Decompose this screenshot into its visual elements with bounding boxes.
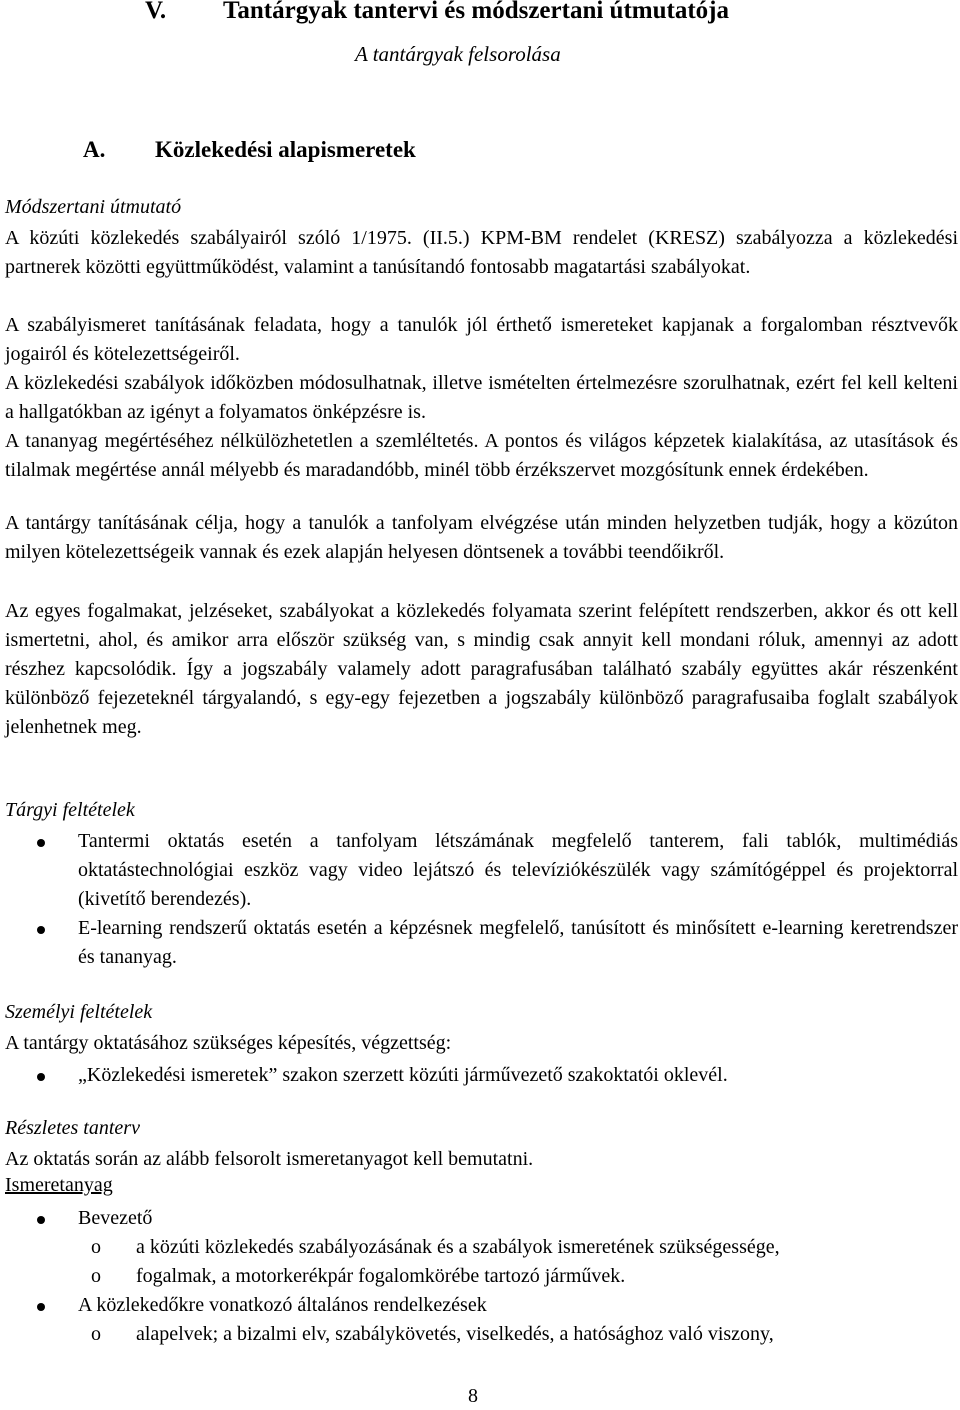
personal-conditions-title: Személyi feltételek	[5, 1001, 153, 1023]
methodology-paragraph-3: A közlekedési szabályok időközben módosulhatnak, illetve ismételten értelmezésre szorulhatnak, ezért fel kell kelteni a hallgatókban az igényt a folyamatos önképzésre is.	[5, 372, 958, 423]
page-number: 8	[468, 1385, 478, 1407]
bullet-icon	[37, 839, 45, 847]
methodology-paragraph-4: A tananyag megértéséhez nélkülözhetetlen a szemléltetés. A pontos és világos képzetek kialakítása, az utasítások és tilalmak megértése annál mélyebb és maradandóbb, minél több érzékszervet mozgósítunk ennek érdekében.	[5, 430, 958, 481]
list-item	[5, 1061, 958, 1090]
list-item-text: Tantermi oktatás esetén a tanfolyam létszámának megfelelő tanterem, fali tablók, multimédiás oktatástechnológiai eszköz vagy video lejátszó és televíziókészülék vagy számítógéppel és projektorral (kivetítő berendezés).	[78, 830, 958, 910]
circle-bullet-icon: o	[91, 1236, 101, 1258]
subtopic-item	[5, 1320, 958, 1349]
list-item	[5, 827, 958, 914]
personal-conditions-list	[5, 1061, 958, 1090]
bullet-icon	[37, 1303, 45, 1311]
section-heading	[83, 137, 416, 163]
material-conditions-title: Tárgyi feltételek	[5, 799, 135, 821]
subtopic-text: alapelvek; a bizalmi elv, szabálykövetés, viselkedés, a hatósághoz való viszony,	[136, 1323, 774, 1345]
subtopic-text: a közúti közlekedés szabályozásának és a szabályok ismeretének szükségessége,	[136, 1236, 780, 1258]
subtopic-text: fogalmak, a motorkerékpár fogalomkörébe tartozó járművek.	[136, 1265, 626, 1287]
topic-label: Bevezető	[78, 1207, 153, 1229]
list-item-text: E-learning rendszerű oktatás esetén a képzésnek megfelelő, tanúsított és minősített e-learning keretrendszer és tananyag.	[78, 917, 958, 968]
subtopic-item	[5, 1262, 958, 1291]
chapter-number: V.	[145, 0, 167, 24]
methodology-paragraph-2: A szabályismeret tanításának feladata, hogy a tanulók jól érthető ismereteket kapjanak a forgalomban résztvevők jogairól és kötelezettségeiről.	[5, 314, 958, 365]
methodology-paragraph-5: A tantárgy tanításának célja, hogy a tanulók a tanfolyam elvégzése után minden helyzetben tudják, hogy a közúton milyen kötelezettségeik vannak és ezek alapján helyesen döntsenek a további teendőikről.	[5, 512, 958, 563]
chapter-heading	[145, 0, 729, 25]
section-title: Közlekedési alapismeretek	[155, 137, 416, 162]
bullet-icon	[37, 1216, 45, 1224]
material-conditions-list	[5, 827, 958, 972]
list-item	[5, 914, 958, 972]
personal-conditions-intro: A tantárgy oktatásához szükséges képesítés, végzettség:	[5, 1032, 452, 1054]
bullet-icon	[37, 1073, 45, 1081]
circle-bullet-icon: o	[91, 1265, 101, 1287]
bullet-icon	[37, 926, 45, 934]
list-item-text: „Közlekedési ismeretek” szakon szerzett közúti járművezető szakoktatói oklevél.	[78, 1064, 728, 1086]
methodology-title: Módszertani útmutató	[5, 196, 182, 218]
detailed-curriculum-intro: Az oktatás során az alább felsorolt ismeretanyagot kell bemutatni.	[5, 1148, 534, 1170]
topic-item	[5, 1291, 958, 1320]
topics-list	[5, 1204, 958, 1349]
methodology-paragraph-1: A közúti közlekedés szabályairól szóló 1/1975. (II.5.) KPM-BM rendelet (KRESZ) szabályozza a közlekedési partnerek közötti együttműködést, valamint a tanúsítandó fontosabb magatartási szabályokat.	[5, 227, 958, 278]
material-title: Ismeretanyag	[5, 1174, 113, 1196]
chapter-subtitle: A tantárgyak felsorolása	[355, 42, 561, 66]
methodology-paragraph-6: Az egyes fogalmakat, jelzéseket, szabályokat a közlekedés folyamata szerint felépített rendszerben, akkor és ott kell ismertetni, ahol, és amikor arra először szükség van, s mindig csak annyit kell mondani róluk, amennyi az adott részhez kapcsolódik. Így a jogszabály valamely adott paragrafusában található szabály együttes akár részenként különböző fejezeteknél tárgyalandó, s egy-egy fejezetben a jogszabály különböző paragrafusaiba foglalt szabályok jelenhetnek meg.	[5, 600, 958, 738]
topic-label: A közlekedőkre vonatkozó általános rendelkezések	[78, 1294, 487, 1316]
circle-bullet-icon: o	[91, 1323, 101, 1345]
chapter-title: Tantárgyak tantervi és módszertani útmutatója	[223, 0, 729, 24]
topic-item	[5, 1204, 958, 1233]
detailed-curriculum-title: Részletes tanterv	[5, 1117, 140, 1139]
section-letter: A.	[83, 137, 106, 162]
subtopic-item	[5, 1233, 958, 1262]
